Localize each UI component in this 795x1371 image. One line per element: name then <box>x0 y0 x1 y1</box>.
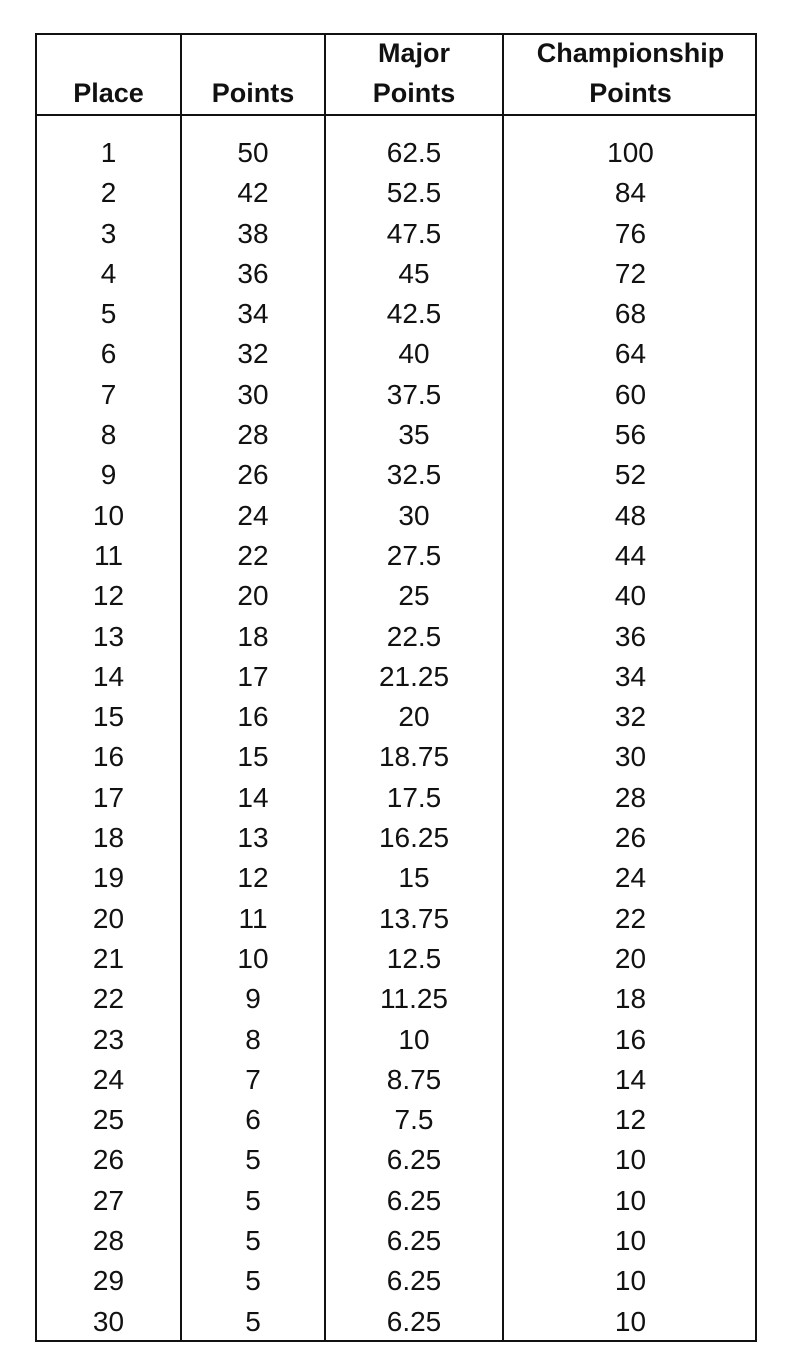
major-points-cell: 6.25 <box>386 1305 442 1337</box>
place-cell: 27 <box>92 1184 125 1216</box>
championship-points-cell: 22 <box>614 902 647 934</box>
place-cell: 8 <box>100 419 117 451</box>
major-points-cell: 16.25 <box>378 822 450 854</box>
table-row <box>37 334 755 374</box>
championship-points-cell: 52 <box>614 459 647 491</box>
championship-points-cell: 18 <box>614 983 647 1015</box>
header-points <box>182 35 324 114</box>
major-points-cell: 42.5 <box>386 298 442 330</box>
table-row <box>37 254 755 294</box>
header-place <box>37 35 180 114</box>
points-cell: 6 <box>245 1104 261 1136</box>
major-points-cell: 13.75 <box>378 902 450 934</box>
header-major-points <box>326 35 502 114</box>
place-cell: 23 <box>92 1023 125 1055</box>
table-row <box>37 576 755 616</box>
major-points-cell: 40 <box>398 338 430 370</box>
header-points-label: Points <box>211 78 295 108</box>
championship-points-cell: 72 <box>614 257 647 289</box>
points-cell: 8 <box>245 1023 261 1055</box>
place-cell: 15 <box>92 701 125 733</box>
points-cell: 10 <box>237 942 269 974</box>
major-points-cell: 15 <box>398 862 430 894</box>
championship-points-cell: 26 <box>614 822 647 854</box>
table-row <box>37 899 755 939</box>
table-row <box>37 173 755 213</box>
points-cell: 5 <box>245 1305 261 1337</box>
major-points-cell: 35 <box>398 419 430 451</box>
major-points-cell: 52.5 <box>386 177 442 209</box>
place-cell: 29 <box>92 1265 125 1297</box>
points-cell: 5 <box>245 1265 261 1297</box>
points-cell: 34 <box>237 298 269 330</box>
points-cell: 32 <box>237 338 269 370</box>
championship-points-cell: 44 <box>614 539 647 571</box>
header-place-label: Place <box>73 78 144 108</box>
points-cell: 24 <box>237 499 269 531</box>
place-cell: 9 <box>100 459 117 491</box>
points-cell: 22 <box>237 539 269 571</box>
points-cell: 14 <box>237 781 269 813</box>
major-points-cell: 11.25 <box>380 983 448 1015</box>
major-points-cell: 20 <box>398 701 430 733</box>
place-cell: 24 <box>92 1063 125 1095</box>
table-row <box>37 133 755 173</box>
header-divider <box>37 114 755 116</box>
place-cell: 6 <box>100 338 117 370</box>
place-cell: 18 <box>92 822 125 854</box>
points-cell: 20 <box>237 580 269 612</box>
place-cell: 12 <box>92 580 125 612</box>
table-row <box>37 979 755 1019</box>
place-cell: 21 <box>92 942 125 974</box>
points-cell: 7 <box>245 1063 261 1095</box>
major-points-cell: 12.5 <box>386 942 442 974</box>
place-cell: 17 <box>92 781 125 813</box>
table-row <box>37 737 755 777</box>
major-points-cell: 6.25 <box>386 1144 442 1176</box>
table-row <box>37 939 755 979</box>
points-cell: 16 <box>237 701 269 733</box>
championship-points-cell: 64 <box>614 338 647 370</box>
table-row <box>37 697 755 737</box>
championship-points-cell: 34 <box>614 660 647 692</box>
place-cell: 14 <box>92 660 125 692</box>
table-row <box>37 536 755 576</box>
major-points-cell: 62.5 <box>386 137 442 168</box>
championship-points-cell: 10 <box>614 1305 647 1337</box>
place-cell: 20 <box>92 902 125 934</box>
championship-points-cell: 84 <box>614 177 647 209</box>
header-major-points-line1: Major <box>377 38 450 68</box>
major-points-cell: 10 <box>398 1023 430 1055</box>
championship-points-cell: 100 <box>607 137 654 168</box>
table-row <box>37 1181 755 1221</box>
table-body <box>37 133 755 1342</box>
place-cell: 1 <box>100 137 117 168</box>
major-points-cell: 18.75 <box>378 741 450 773</box>
table-row <box>37 214 755 254</box>
major-points-cell: 47.5 <box>386 217 442 249</box>
major-points-cell: 25 <box>398 580 430 612</box>
major-points-cell: 27.5 <box>386 539 442 571</box>
place-cell: 25 <box>92 1104 125 1136</box>
championship-points-cell: 24 <box>614 862 647 894</box>
table-row <box>37 1302 755 1342</box>
table-row <box>37 496 755 536</box>
place-cell: 3 <box>100 217 117 249</box>
points-cell: 15 <box>237 741 269 773</box>
points-cell: 36 <box>237 257 269 289</box>
place-cell: 4 <box>100 257 117 289</box>
championship-points-cell: 56 <box>614 419 647 451</box>
points-cell: 50 <box>237 137 269 168</box>
header-championship-points-line2: Points <box>589 78 672 108</box>
major-points-cell: 17.5 <box>386 781 442 813</box>
championship-points-cell: 10 <box>614 1225 647 1257</box>
championship-points-cell: 14 <box>614 1063 647 1095</box>
points-cell: 38 <box>237 217 269 249</box>
place-cell: 7 <box>100 378 117 410</box>
points-cell: 12 <box>237 862 269 894</box>
major-points-cell: 22.5 <box>386 620 442 652</box>
points-cell: 30 <box>237 378 269 410</box>
place-cell: 11 <box>93 539 124 571</box>
championship-points-cell: 12 <box>614 1104 647 1136</box>
table-row <box>37 375 755 415</box>
points-cell: 5 <box>245 1144 261 1176</box>
championship-points-cell: 68 <box>614 298 647 330</box>
table-row <box>37 1020 755 1060</box>
place-cell: 22 <box>92 983 125 1015</box>
header-championship-points <box>504 35 757 114</box>
points-cell: 5 <box>245 1225 261 1257</box>
table-row <box>37 415 755 455</box>
points-cell: 17 <box>237 660 269 692</box>
major-points-cell: 6.25 <box>386 1265 442 1297</box>
points-cell: 13 <box>237 822 269 854</box>
header-major-points-line2: Points <box>372 78 456 108</box>
major-points-cell: 7.5 <box>394 1104 434 1136</box>
championship-points-cell: 10 <box>614 1184 647 1216</box>
major-points-cell: 6.25 <box>386 1184 442 1216</box>
major-points-cell: 8.75 <box>386 1063 442 1095</box>
championship-points-cell: 20 <box>614 942 647 974</box>
place-cell: 10 <box>92 499 125 531</box>
points-cell: 11 <box>238 902 268 934</box>
place-cell: 5 <box>100 298 117 330</box>
points-cell: 9 <box>245 983 261 1015</box>
points-cell: 28 <box>237 419 269 451</box>
table-row <box>37 818 755 858</box>
championship-points-cell: 30 <box>614 741 647 773</box>
table-row <box>37 455 755 495</box>
table-row <box>37 858 755 898</box>
major-points-cell: 21.25 <box>378 660 450 692</box>
championship-points-cell: 10 <box>614 1265 647 1297</box>
championship-points-cell: 32 <box>614 701 647 733</box>
header-championship-points-line1: Championship <box>536 38 725 68</box>
table-row <box>37 294 755 334</box>
points-cell: 5 <box>245 1184 261 1216</box>
table-row <box>37 1261 755 1301</box>
table-row <box>37 1060 755 1100</box>
place-cell: 16 <box>92 741 125 773</box>
place-cell: 2 <box>100 177 117 209</box>
championship-points-cell: 10 <box>614 1144 647 1176</box>
major-points-cell: 32.5 <box>386 459 442 491</box>
place-cell: 26 <box>92 1144 125 1176</box>
championship-points-cell: 28 <box>614 781 647 813</box>
place-cell: 13 <box>92 620 125 652</box>
championship-points-cell: 36 <box>614 620 647 652</box>
place-cell: 30 <box>92 1305 125 1337</box>
place-cell: 19 <box>92 862 125 894</box>
place-cell: 28 <box>92 1225 125 1257</box>
points-table <box>35 33 757 1342</box>
points-cell: 42 <box>237 177 269 209</box>
points-cell: 18 <box>237 620 269 652</box>
major-points-cell: 45 <box>398 257 430 289</box>
major-points-cell: 6.25 <box>386 1225 442 1257</box>
table-row <box>37 1100 755 1140</box>
championship-points-cell: 60 <box>614 378 647 410</box>
championship-points-cell: 48 <box>614 499 647 531</box>
championship-points-cell: 40 <box>614 580 647 612</box>
major-points-cell: 37.5 <box>386 378 442 410</box>
points-cell: 26 <box>237 459 269 491</box>
championship-points-cell: 16 <box>614 1023 647 1055</box>
table-row <box>37 1140 755 1180</box>
table-row <box>37 617 755 657</box>
major-points-cell: 30 <box>398 499 430 531</box>
table-row <box>37 1221 755 1261</box>
championship-points-cell: 76 <box>614 217 647 249</box>
table-row <box>37 657 755 697</box>
table-row <box>37 778 755 818</box>
